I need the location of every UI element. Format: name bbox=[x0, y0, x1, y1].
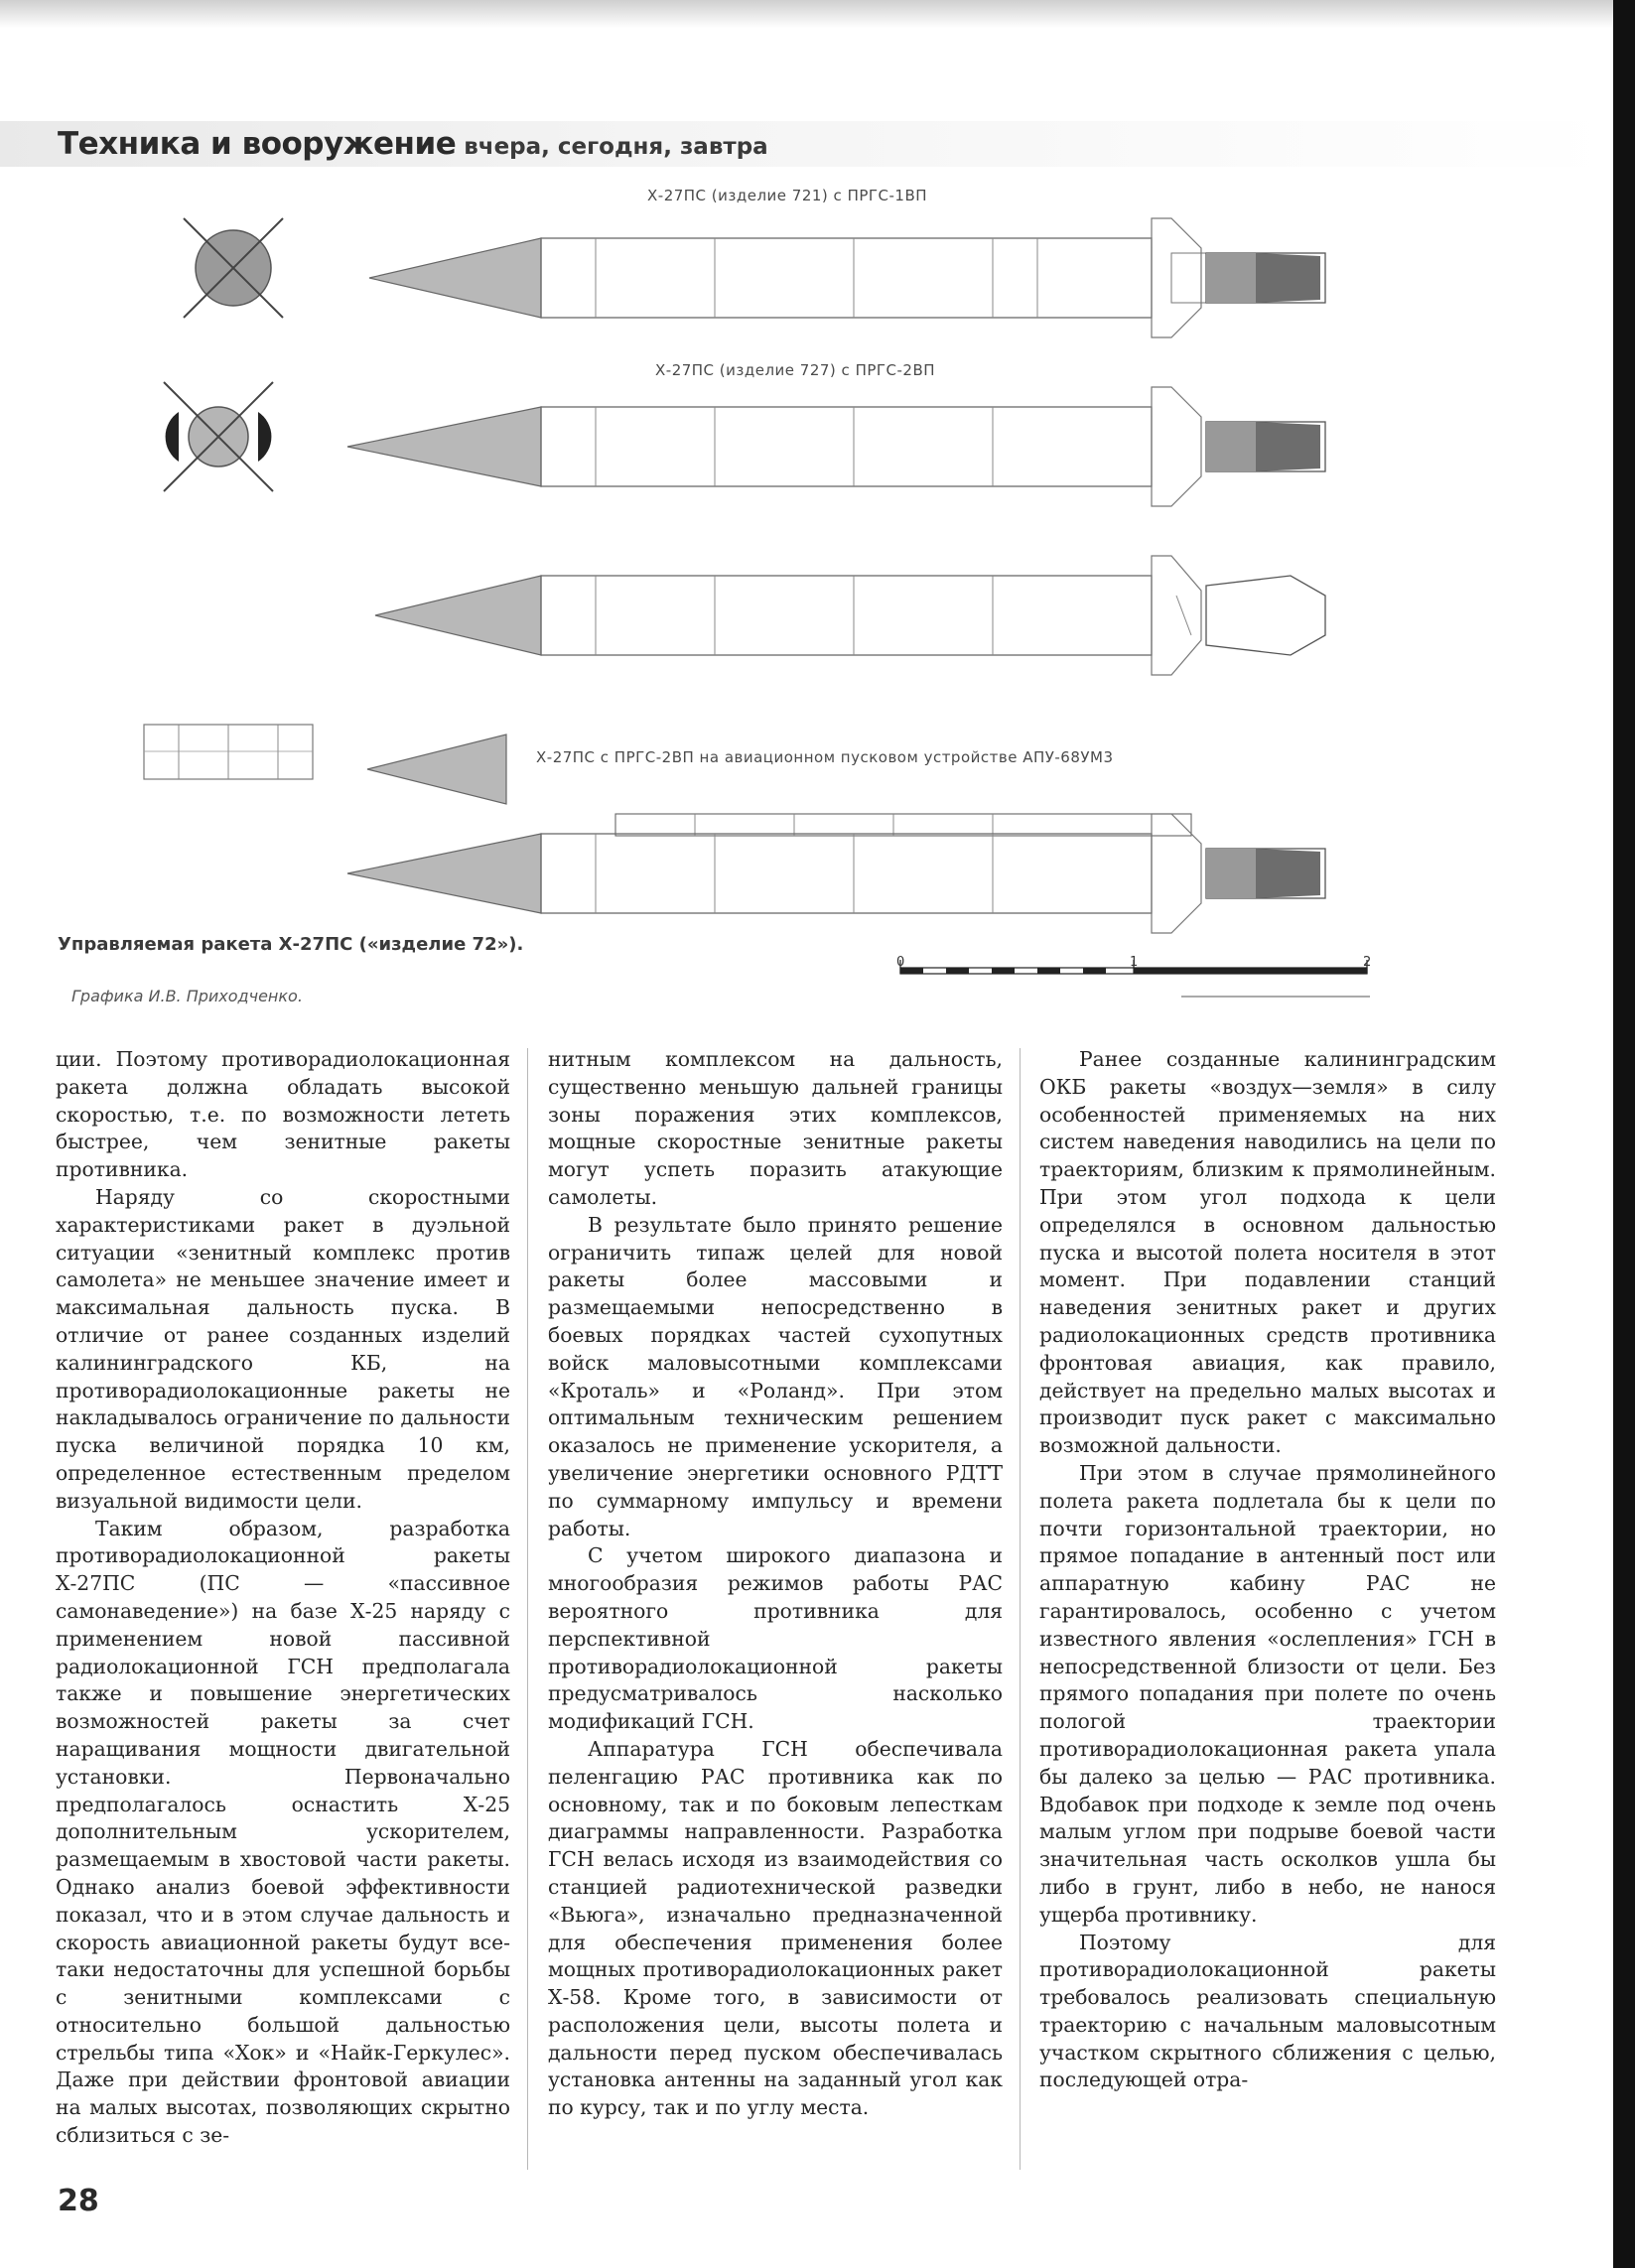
missile-1-label: Х-27ПС (изделие 721) с ПРГС-1ВП bbox=[647, 187, 928, 204]
figure-caption: Управляемая ракета Х-27ПС («изделие 72»). bbox=[58, 934, 524, 955]
scan-top-shadow bbox=[0, 0, 1635, 28]
column-divider bbox=[527, 1048, 528, 2170]
missile-2-label: Х-27ПС (изделие 727) с ПРГС-2ВП bbox=[655, 361, 936, 379]
paragraph: Наряду со скоростными характеристиками ракет в дуэльной ситуации «зенитный комплекс против самолета» не меньшее значение имеет и максимальная дальность пуска. В отличие от ранее созданных изделий калининградского КБ, на противорадиолокационные ракеты не накладывалось ограничение по дальности пуска величиной порядка 10 км, определенное естественным пределом визуальной видимости цели. bbox=[56, 1184, 510, 1513]
missile-drawing-svg bbox=[0, 169, 1635, 1012]
paragraph: В результате было принято решение ограничить типаж целей для новой ракеты более массовыми и размещаемыми непосредственно в боевых порядках частей сухопутных войск маловысотными комплексами «Кроталь» и «Роланд». При этом оптимальным техническим решением оказалось не применение ускорителя, а увеличение энергетики основного РДТТ по суммарному импульсу и времени работы. bbox=[548, 1212, 1003, 1540]
scale-tick-2: 2 bbox=[1363, 955, 1372, 970]
front-view-2 bbox=[164, 382, 273, 491]
column-divider bbox=[1020, 1048, 1021, 2170]
launcher-detail bbox=[144, 725, 506, 804]
missile-on-launcher bbox=[347, 814, 1325, 933]
text-column-1 bbox=[56, 1046, 510, 2150]
paragraph: Поэтому для противорадиолокационной ракеты требовалось реализовать специальную траекторию с начальным маловысотным участком скрытного сближения с целью, последующей отра- bbox=[1039, 1930, 1496, 2092]
paragraph: Таким образом, разработка противорадиолокационной ракеты Х-27ПС (ПС — «пассивное самонаведение») на базе Х-25 наряду с применением новой пассивной радиолокационной ГСН предполагала также и повышение энергетических возможностей ракеты за счет наращивания мощности двигательной установки. Первоначально предполагалось оснастить Х-25 дополнительным ускорителем, размещаемым в хвостовой части ракеты. Однако анализ боевой эффективности показал, что и в этом случае дальность и скорость авиационной ракеты будут все-таки недостаточны для успешной борьбы с зенитными комплексами с относительно большой дальностью стрельбы типа «Хок» и «Найк-Геркулес». Даже при действии фронтовой авиации на малых высотах, позволяющих скрытно сблизиться с зе- bbox=[56, 1516, 510, 2148]
missile-side-view-2 bbox=[347, 387, 1325, 506]
missile-top-view bbox=[375, 556, 1325, 675]
launcher-label: Х-27ПС с ПРГС-2ВП на авиационном пусковом устройстве АПУ-68УМ3 bbox=[536, 748, 1114, 766]
figure-credit: Графика И.В. Приходченко. bbox=[71, 987, 303, 1005]
missile-side-view-1 bbox=[369, 218, 1325, 337]
paragraph: При этом в случае прямолинейного полета ракета подлетала бы к цели по почти горизонтальной траектории, но прямое попадание в антенный пост или аппаратную кабину РАС не гарантировалось, особенно с учетом известного явления «ослепления» ГСН в непосредственной близости от цели. Без прямого попадания при полете по очень пологой траектории противорадиолокационная ракета упала бы далеко за целью — РАС противника. Вдобавок при подходе к земле под очень малым углом при подрыве боевой части значительная часть осколков ушла бы либо в грунт, либо в небо, не нанося ущерба противнику. bbox=[1039, 1460, 1496, 1927]
scale-tick-0: 0 bbox=[896, 955, 905, 970]
paragraph: С учетом широкого диапазона и многообразия режимов работы РАС вероятного противника для перспективной противорадиолокационной ракеты предусматривалось насколько модификаций ГСН. bbox=[548, 1543, 1003, 1734]
scale-tick-1: 1 bbox=[1130, 955, 1139, 970]
front-view-1 bbox=[184, 218, 283, 318]
page-number: 28 bbox=[58, 2184, 99, 2218]
text-column-2 bbox=[548, 1046, 1003, 2122]
missile-technical-drawing bbox=[0, 169, 1635, 1012]
text-column-3 bbox=[1039, 1046, 1496, 2094]
paragraph: ции. Поэтому противорадиолокационная ракета должна обладать высокой скоростью, т.е. по возможности лететь быстрее, чем зенитные ракеты противника. bbox=[56, 1047, 510, 1182]
paragraph: Аппаратура ГСН обеспечивала пеленгацию РАС противника как по основному, так и по боковым лепесткам диаграммы направленности. Разработка ГСН велась исходя из взаимодействия со станцией радиотехнической разведки «Вьюга», изначально предназначенной для обеспечения применения более мощных противорадиолокационных ракет Х-58. Кроме того, в зависимости от расположения цели, высоты полета и дальности перед пуском обеспечивалась установка антенны на заданный угол как по курсу, так и по углу места. bbox=[548, 1736, 1003, 2120]
section-header-sub: вчера, сегодня, завтра bbox=[456, 134, 768, 160]
paragraph: Ранее созданные калининградским ОКБ ракеты «воздух—земля» в силу особенностей применяемых на них систем наведения наводились на цели по траекториям, близким к прямолинейным. При этом угол подхода к цели определялся в основном дальностью пуска и высотой полета носителя в этот момент. При подавлении станций наведения зенитных ракет и других радиолокационных средств противника фронтовая авиация, как правило, действует на предельно малых высотах и производит пуск ракет с максимально возможной дальности. bbox=[1039, 1047, 1496, 1458]
section-header bbox=[58, 126, 768, 162]
section-header-main: Техника и вооружение bbox=[58, 126, 457, 162]
paragraph: нитным комплексом на дальность, существенно меньшую дальней границы зоны поражения этих комплексов, мощные скоростные зенитные ракеты могут успеть поразить атакующие самолеты. bbox=[548, 1047, 1003, 1209]
